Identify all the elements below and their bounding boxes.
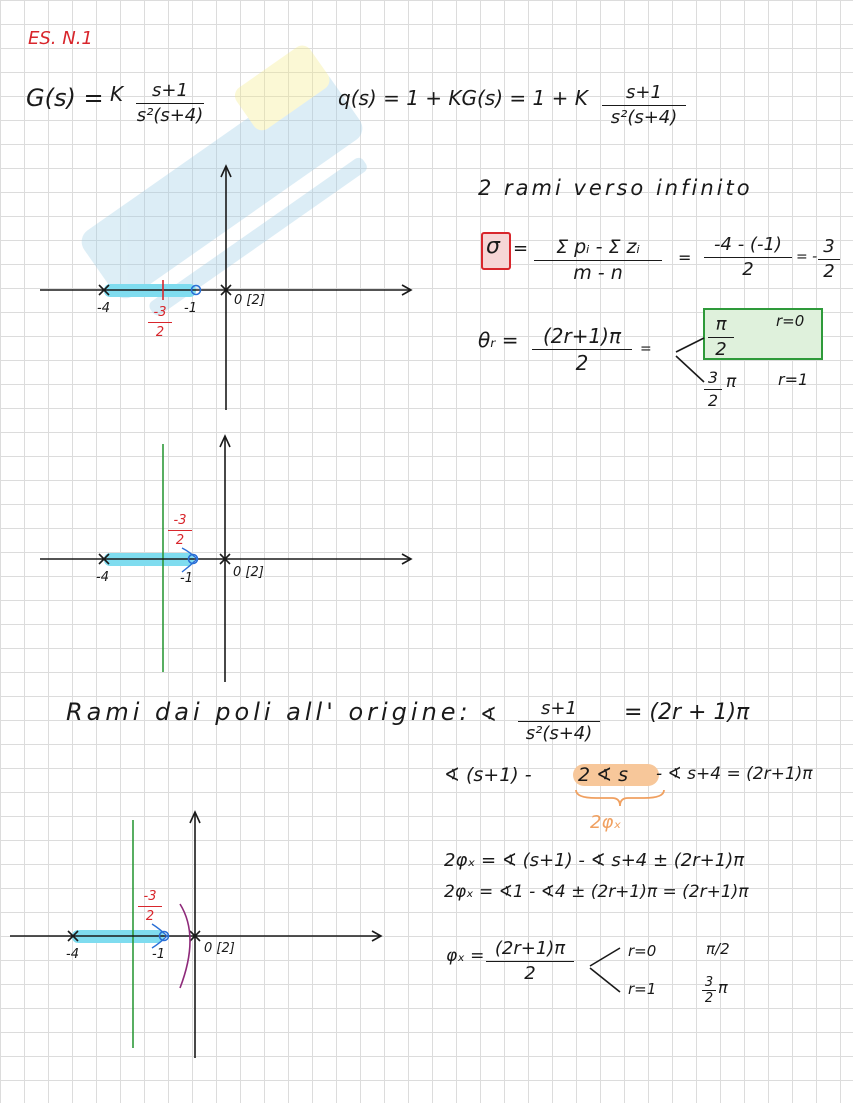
plot2-centroid-den: 2 — [175, 533, 185, 548]
plot1-label-minus4: -4 — [97, 301, 110, 316]
phi-x-case2-den: 2 — [704, 991, 714, 1006]
plot3-centroid-label — [138, 890, 162, 923]
theta-case1-num: π — [715, 314, 727, 335]
phi-x-lhs: φₓ = — [446, 946, 485, 966]
sigma-equals-3: = - — [796, 249, 818, 265]
char-eq-numerator: s+1 — [626, 82, 662, 103]
sigma-result-numerator: 3 — [823, 236, 835, 257]
angle-denominator: s²(s+4) — [525, 723, 593, 744]
theta-lhs: θᵣ = — [478, 328, 519, 352]
angle-rhs: = (2r + 1)π — [624, 700, 750, 725]
theta-denominator: 2 — [575, 351, 589, 375]
theta-case2-r: r=1 — [778, 370, 809, 389]
theta-case2-pi: π — [726, 372, 737, 392]
plot1-label-minus1: -1 — [184, 301, 197, 316]
plot1-label-origin: 0 [2] — [234, 293, 265, 308]
sigma-symbol: σ — [486, 234, 500, 259]
angle-symbol: ∢ — [480, 702, 497, 726]
sigma-numerator-2: -4 - (-1) — [714, 234, 782, 255]
char-eq-lhs: q(s) = 1 + KG(s) = 1 + K — [338, 86, 588, 110]
theta-equals: = — [640, 341, 652, 357]
plot2-label-minus4: -4 — [96, 570, 109, 585]
plot1-centroid-num: -3 — [153, 305, 167, 320]
plot2-label-origin: 0 [2] — [233, 565, 264, 580]
transfer-k: K — [110, 82, 124, 106]
expansion-left: ∢ (s+1) - — [444, 764, 532, 786]
plot3-label-origin: 0 [2] — [204, 941, 235, 956]
rami-title: Rami dai poli all' origine: — [66, 698, 472, 726]
phi-x-case1-value: π/2 — [706, 940, 730, 958]
transfer-denominator: s²(s+4) — [136, 105, 204, 126]
char-eq-denominator: s²(s+4) — [610, 107, 678, 128]
theta-case2-num: 3 — [707, 368, 719, 387]
expansion-highlight-text: 2 ∢ s — [578, 764, 628, 786]
phi-x-case2-num: 3 — [704, 975, 714, 990]
phi-x-case2-r: r=1 — [628, 980, 657, 998]
phi-x-denominator: 2 — [524, 963, 536, 984]
sigma-equals: = — [513, 238, 529, 259]
theta-case1-r: r=0 — [776, 312, 805, 330]
plot3-label-minus4: -4 — [66, 947, 79, 962]
expansion-under-label: 2φₓ — [590, 812, 622, 833]
sigma-denominator-2: 2 — [742, 259, 754, 280]
phi-x-case1-r: r=0 — [628, 942, 657, 960]
phi-x-case2-pi: π — [718, 978, 728, 997]
sigma-denominator: m - n — [573, 262, 623, 284]
phi-line-1: 2φₓ = ∢ (s+1) - ∢ s+4 ± (2r+1)π — [444, 850, 745, 871]
plot3-centroid-den: 2 — [145, 909, 155, 924]
expansion-right: - ∢ s+4 = (2r+1)π — [656, 764, 813, 784]
theta-numerator: (2r+1)π — [542, 324, 622, 348]
plot3-label-minus1: -1 — [152, 947, 165, 962]
plot2-centroid-num: -3 — [173, 513, 187, 528]
sigma-equals-2: = — [678, 248, 692, 267]
exercise-title: ES. N.1 — [28, 28, 93, 49]
theta-case1-den: 2 — [715, 339, 727, 360]
transfer-lhs: G(s) = — [26, 84, 104, 112]
transfer-numerator: s+1 — [152, 80, 188, 101]
phi-x-numerator: (2r+1)π — [494, 938, 566, 959]
sigma-numerator: Σ pᵢ - Σ zᵢ — [556, 236, 640, 258]
plot2-label-minus1: -1 — [180, 571, 193, 586]
plot3-centroid-num: -3 — [143, 889, 157, 904]
phi-line-2: 2φₓ = ∢1 - ∢4 ± (2r+1)π = (2r+1)π — [444, 882, 749, 902]
sigma-result-denominator: 2 — [823, 261, 835, 282]
plot1-centroid-den: 2 — [155, 325, 165, 340]
angle-numerator: s+1 — [541, 698, 577, 719]
theta-case2-den: 2 — [707, 391, 719, 410]
plot3-branch-curves-purple — [180, 904, 190, 988]
branches-title: 2 rami verso infinito — [478, 176, 753, 200]
